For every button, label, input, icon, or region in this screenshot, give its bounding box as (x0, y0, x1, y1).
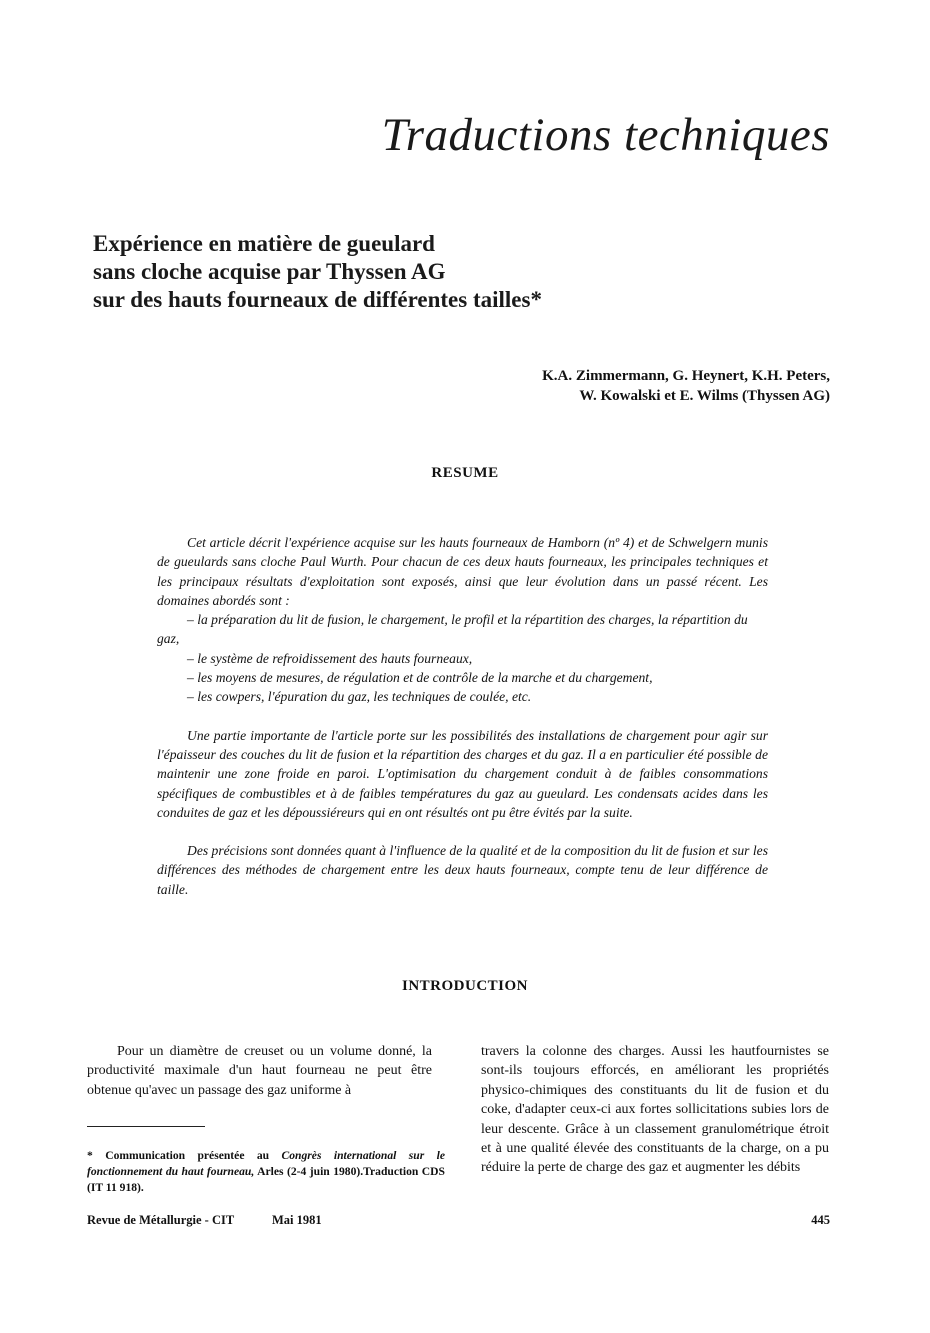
bullet-item (157, 610, 768, 649)
bullet-text: les moyens de mesures, de régulation et de contrôle de la marche et du chargement, (197, 670, 653, 686)
resume-heading: RESUME (431, 465, 499, 481)
abstract-bullet-list (157, 610, 768, 706)
body-paragraph: Pour un diamètre de creuset ou un volume donné, la productivité maximale d'un haut fourneau ne peut être obtenue qu'avec un passage des gaz uniforme à (87, 1044, 432, 1098)
article-title-line: Expérience en matière de gueulard (93, 231, 435, 256)
left-column (87, 1042, 432, 1100)
bullet-item (157, 668, 768, 687)
bullet-text: les cowpers, l'épuration du gaz, les techniques de coulée, etc. (197, 689, 532, 705)
footnote (87, 1148, 445, 1196)
authors-line: K.A. Zimmermann, G. Heynert, K.H. Peters, (542, 368, 830, 384)
footnote-prefix: * Communication présentée au (87, 1149, 270, 1162)
bullet-mark: – (187, 612, 194, 628)
bullet-text: le système de refroidissement des hauts fourneaux, (197, 650, 473, 666)
bullet-mark: – (187, 650, 194, 666)
bullet-text: la préparation du lit de fusion, le chargement, le profil et la répartition des charges, la répartition du gaz, (157, 612, 748, 647)
footer-date: Mai 1981 (272, 1213, 322, 1227)
bullet-item (157, 687, 768, 706)
footnote-conference: Congrès international sur le fonctionnement du haut fourneau, (87, 1149, 445, 1178)
body-paragraph: travers la colonne des charges. Aussi les hautfournistes se sont-ils toujours efforcés, en améliorant les propriétés physico-chimiques des constituants du lit de fusion et du coke, d'adapter ceux-ci aux fortes sollicitations subies lors de leur descente. Grâce à un classement granulométrique étroit et à une qualité élevée des constituants de la charge, on a pu réduire la perte de charge des gaz et augmenter les débits (481, 1044, 829, 1176)
abstract-paragraph: Une partie importante de l'article porte sur les possibilités des installations de chargement pour agir sur l'épaisseur des couches du lit de fusion et la répartition des charges et du gaz. Il a en particulier été possible de maintenir une zone froide en paroi. L'optimisation du chargement conduit à de faibles consommations spécifiques de combustibles et à de faibles températures du gaz au gueulard. Les condensats acides dans les conduites de gaz et les dépoussiéreurs qui en ont résultés ont pu être évités par la suite. (157, 727, 768, 820)
right-column (481, 1042, 829, 1178)
section-title: Traductions techniques (381, 109, 830, 161)
authors-line: W. Kowalski et E. Wilms (Thyssen AG) (579, 388, 830, 404)
authors (330, 366, 830, 406)
introduction-heading: INTRODUCTION (401, 978, 528, 994)
bullet-item (157, 649, 768, 668)
page-number: 445 (811, 1213, 830, 1227)
abstract (157, 533, 768, 918)
footnote-divider (87, 1126, 205, 1127)
footer-journal: Revue de Métallurgie - CIT (87, 1213, 235, 1227)
article-title-line: sans cloche acquise par Thyssen AG (93, 259, 446, 284)
bullet-mark: – (187, 689, 194, 705)
article-title-line: sur des hauts fourneaux de différentes tailles* (93, 287, 542, 312)
article-title (93, 230, 713, 314)
bullet-mark: – (187, 670, 194, 686)
abstract-paragraph (157, 533, 768, 610)
abstract-text: Cet article décrit l'expérience acquise sur les hauts fourneaux de Hamborn (nº 4) et de Schwelgern munis de gueulards sans cloche Paul Wurth. Pour chacun de ces deux hauts fourneaux, les principales techniques et les principaux résultats d'exploitation sont exposés, ainsi que leur évolution dans un passé récent. Les domaines abordés sont : (157, 535, 768, 608)
footnote-suffix: Arles (2-4 juin 1980).Traduction CDS (IT 11 918). (87, 1165, 445, 1194)
abstract-paragraph: Des précisions sont données quant à l'influence de la qualité et de la composition du lit de fusion et sur les différences des méthodes de chargement entre les deux hauts fourneaux, compte tenu de leur différence de taille. (157, 843, 768, 897)
